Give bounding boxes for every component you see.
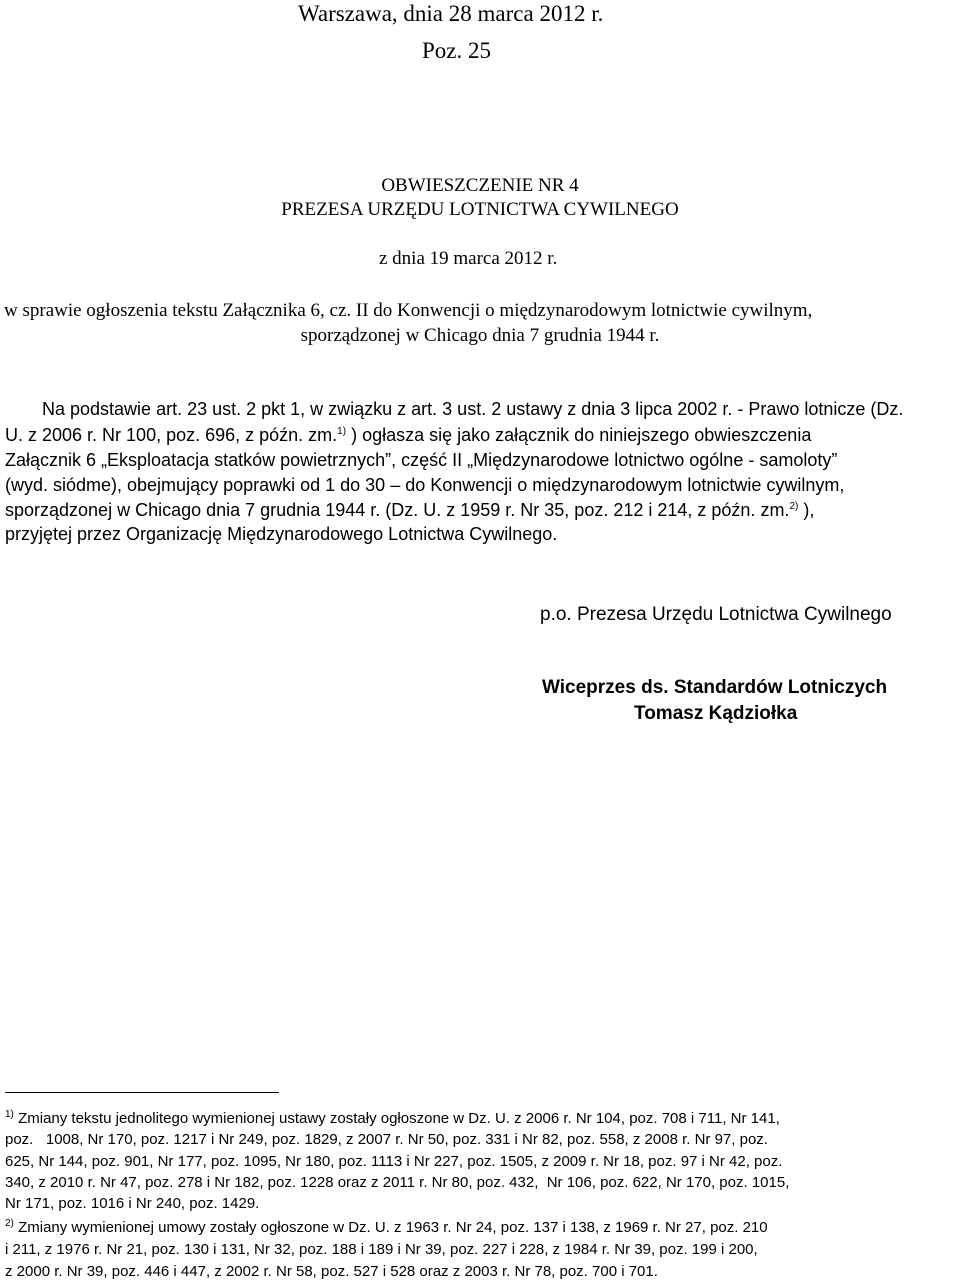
document-date: z dnia 19 marca 2012 r. xyxy=(379,248,558,269)
footnote-2-text: Zmiany wymienionej umowy zostały ogłoszone w Dz. U. z 1963 r. Nr 24, poz. 137 i 138, z 1969 r. Nr 27, poz. 210 xyxy=(18,1219,768,1236)
body-line-2 xyxy=(5,424,811,446)
footnote-1-mark: 1) xyxy=(5,1109,14,1120)
body-line-2-text-cont: ) ogłasza się jako załącznik do niniejszego obwieszczenia xyxy=(346,425,812,445)
footnote-2-mark: 2) xyxy=(5,1218,14,1229)
footnote-ref-2: 2) xyxy=(789,501,799,512)
body-line-3: Załącznik 6 „Eksploatacja statków powietrznych”, część II „Międzynarodowe lotnictwo ogólne - samoloty” xyxy=(5,450,838,470)
body-line-6: przyjętej przez Organizację Międzynarodowego Lotnictwa Cywilnego. xyxy=(5,524,558,544)
body-line-1: Na podstawie art. 23 ust. 2 pkt 1, w związku z art. 3 ust. 2 ustawy z dnia 3 lipca 2002 r. - Prawo lotnicze (Dz. xyxy=(42,399,904,419)
signatory-name: Tomasz Kądziołka xyxy=(634,703,798,724)
footnote-1-line-2: poz. 1008, Nr 170, poz. 1217 i Nr 249, poz. 1829, z 2007 r. Nr 50, poz. 331 i Nr 82, poz. 558, z 2008 r. Nr 97, poz. xyxy=(5,1131,768,1148)
subject-line-2: sporządzonej w Chicago dnia 7 grudnia 1944 r. xyxy=(300,325,660,346)
footnote-2-line-1 xyxy=(5,1218,768,1237)
issuer-title: PREZESA URZĘDU LOTNICTWA CYWILNEGO xyxy=(281,199,679,220)
footnote-2-line-3: z 2000 r. Nr 39, poz. 446 i 447, z 2002 r. Nr 58, poz. 527 i 528 oraz z 2003 r. Nr 78, poz. 700 i 701. xyxy=(5,1263,658,1280)
body-line-4: (wyd. siódme), obejmujący poprawki od 1 do 30 – do Konwencji o międzynarodowym lotnictwie cywilnym, xyxy=(5,475,845,495)
body-line-5 xyxy=(5,499,814,521)
footnote-1-text: Zmiany tekstu jednolitego wymienionej ustawy zostały ogłoszone w Dz. U. z 2006 r. Nr 104, poz. 708 i 711, Nr 141, xyxy=(18,1110,780,1127)
footnote-ref-1: 1) xyxy=(337,426,347,437)
footnote-divider xyxy=(5,1092,279,1093)
subject-line-1: w sprawie ogłoszenia tekstu Załącznika 6, cz. II do Konwencji o międzynarodowym lotnictwie cywilnym, xyxy=(4,300,813,321)
footnote-1-line-1 xyxy=(5,1109,780,1128)
footnote-1-line-3: 625, Nr 144, poz. 901, Nr 177, poz. 1095, Nr 180, poz. 1113 i Nr 227, poz. 1505, z 2009 r. Nr 18, poz. 97 i Nr 42, poz. xyxy=(5,1153,783,1170)
footnote-1-line-5: Nr 171, poz. 1016 i Nr 240, poz. 1429. xyxy=(5,1195,260,1212)
footnote-2-line-2: i 211, z 1976 r. Nr 21, poz. 130 i 131, Nr 32, poz. 188 i 189 i Nr 39, poz. 227 i 228, z 1984 r. Nr 39, poz. 199 i 200, xyxy=(5,1241,758,1258)
signatory-role: p.o. Prezesa Urzędu Lotnictwa Cywilnego xyxy=(540,604,892,625)
document-title: OBWIESZCZENIE NR 4 xyxy=(381,175,579,196)
footnote-1-line-4: 340, z 2010 r. Nr 47, poz. 278 i Nr 182, poz. 1228 oraz z 2011 r. Nr 80, poz. 432, Nr 106, poz. 622, Nr 170, poz. 1015, xyxy=(5,1174,790,1191)
dateline: Warszawa, dnia 28 marca 2012 r. xyxy=(298,1,604,26)
body-line-2-text: U. z 2006 r. Nr 100, poz. 696, z późn. zm. xyxy=(5,425,338,445)
body-line-5-text-cont: ), xyxy=(798,500,815,520)
body-line-5-text: sporządzonej w Chicago dnia 7 grudnia 1944 r. (Dz. U. z 1959 r. Nr 35, poz. 212 i 214, z późn. zm. xyxy=(5,500,790,520)
signatory-title: Wiceprzes ds. Standardów Lotniczych xyxy=(542,677,888,698)
position-number: Poz. 25 xyxy=(422,38,491,63)
